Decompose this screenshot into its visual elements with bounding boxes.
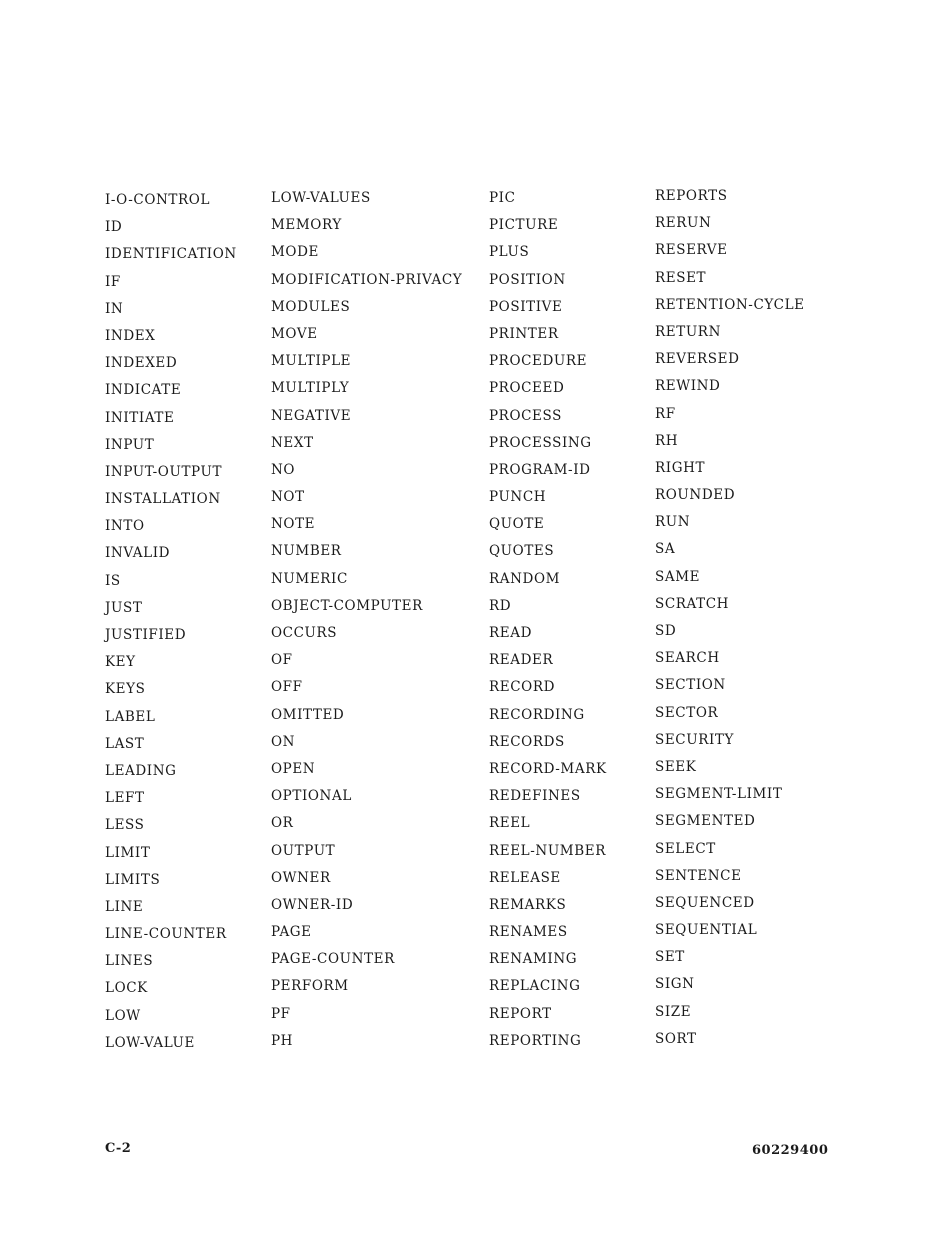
reserved-word: RIGHT [655,459,706,476]
reserved-word: SIZE [655,1003,692,1020]
reserved-word: LOW-VALUES [271,190,371,206]
reserved-word: PICTURE [489,217,559,234]
reserved-word: SEQUENTIAL [655,922,758,939]
reserved-word: LINE [105,898,144,915]
reserved-word: NUMERIC [271,570,348,587]
reserved-word: PUNCH [489,489,547,506]
reserved-word: PROCESS [489,407,562,424]
reserved-word: IN [105,300,124,317]
reserved-word: NOT [271,489,305,506]
reserved-word: QUOTES [489,543,555,560]
reserved-word: MEMORY [271,217,342,234]
reserved-word: NO [271,461,296,478]
reserved-word: LOW [105,1007,141,1024]
reserved-word: SA [655,541,676,558]
reserved-word: REEL-NUMBER [489,842,606,859]
reserved-word: PROGRAM-ID [489,461,591,478]
reserved-word: SENTENCE [655,867,742,884]
reserved-word: PAGE [271,924,312,941]
reserved-word: RESET [655,269,707,286]
reserved-word: PROCEED [489,380,565,397]
reserved-word: PROCESSING [489,434,592,451]
reserved-word: LIMIT [105,844,151,861]
reserved-word: QUOTE [489,516,545,533]
reserved-word: RECORDING [489,706,585,723]
document-number: 60229400 [752,1143,829,1158]
reserved-word: NUMBER [271,543,342,560]
reserved-word: INDEXED [105,355,178,372]
reserved-word: REPORT [489,1005,552,1022]
reserved-word: PERFORM [271,978,349,995]
reserved-word: OFF [271,679,303,696]
reserved-word: JUST [105,599,143,616]
reserved-word: SCRATCH [655,595,730,612]
reserved-word: LIMITS [105,871,161,888]
reserved-word: JUSTIFIED [105,627,187,643]
reserved-word: RERUN [655,215,712,232]
reserved-word: READ [489,625,532,641]
reserved-word: INDICATE [105,382,182,399]
reserved-word: PRINTER [489,325,559,342]
reserved-word: SEQUENCED [655,894,755,911]
reserved-word: MODULES [271,298,351,315]
reserved-word: NEXT [271,434,314,451]
reserved-word: IS [105,572,121,589]
reserved-word: SECTION [655,677,726,694]
reserved-word: ROUNDED [655,487,736,504]
reserved-word: MULTIPLY [271,380,350,397]
reserved-word: SAME [655,568,701,585]
reserved-word: INPUT [105,436,155,453]
reserved-word: NEGATIVE [271,407,352,424]
reserved-word: SET [655,949,685,966]
reserved-word: LEFT [105,790,145,807]
reserved-word: LOCK [105,980,148,997]
reserved-word: RECORD-MARK [489,760,607,777]
reserved-word: RENAMING [489,951,578,968]
reserved-words-column-2 [271,185,462,1055]
reserved-word: KEY [105,654,136,671]
reserved-word: PROCEDURE [489,353,588,370]
reserved-word: MULTIPLE [271,353,352,370]
reserved-word: IDENTIFICATION [105,246,237,263]
reserved-word: REPORTS [655,188,728,204]
reserved-word: INDEX [105,327,156,344]
reserved-word: REDEFINES [489,788,581,805]
reserved-word: SEEK [655,758,697,775]
reserved-word: RUN [655,514,691,531]
reserved-word: SEGMENT-LIMIT [655,786,783,803]
reserved-word: REPORTING [489,1032,582,1049]
reserved-word: RECORDS [489,733,565,750]
reserved-word: INVALID [105,545,171,562]
reserved-word: I-O-CONTROL [105,192,211,208]
reserved-word: OBJECT-COMPUTER [271,597,423,614]
reserved-word: NOTE [271,516,316,533]
reserved-word: OR [271,815,294,832]
reserved-word: LEADING [105,762,177,779]
page-number: C-2 [105,1141,132,1156]
reserved-word: LINES [105,953,154,970]
reserved-word: PH [271,1032,294,1049]
reserved-word: SEARCH [655,650,720,667]
reserved-word: READER [489,652,554,669]
reserved-word: REMARKS [489,896,567,913]
reserved-word: SEGMENTED [655,813,756,830]
reserved-word: OUTPUT [271,842,336,859]
reserved-words-column-4 [655,183,805,1053]
reserved-word: MODE [271,244,319,261]
reserved-word: LOW-VALUE [105,1034,195,1051]
reserved-word: PIC [489,190,516,206]
reserved-word: ON [271,733,296,750]
reserved-word: OWNER-ID [271,896,354,913]
reserved-word: SECURITY [655,731,735,748]
reserved-word: POSITIVE [489,298,563,315]
reserved-word: RELEASE [489,869,561,886]
reserved-word: OWNER [271,869,331,886]
reserved-word: POSITION [489,271,566,288]
reserved-word: SECTOR [655,704,719,721]
reserved-word: RETURN [655,323,721,340]
reserved-word: PAGE-COUNTER [271,951,395,968]
reserved-word: INSTALLATION [105,491,221,508]
reserved-word: ID [105,219,123,236]
reserved-word: OF [271,652,293,669]
reserved-word: LESS [105,817,145,834]
reserved-word: SELECT [655,840,716,857]
reserved-word: REVERSED [655,351,740,368]
reserved-word: IF [105,273,121,290]
reserved-word: REEL [489,815,531,832]
reserved-word: SORT [655,1030,697,1047]
reserved-word: OPEN [271,760,316,777]
reserved-word: SD [655,623,677,639]
reserved-word: OPTIONAL [271,788,352,805]
reserved-word: REPLACING [489,978,581,995]
reserved-word: REWIND [655,378,721,395]
reserved-word: RF [655,405,676,422]
reserved-word: MODIFICATION-PRIVACY [271,271,463,288]
reserved-word: RENAMES [489,924,568,941]
reserved-word: OMITTED [271,706,345,723]
reserved-word: MOVE [271,325,318,342]
reserved-word: PF [271,1005,291,1022]
reserved-word: RH [655,432,679,449]
reserved-word: KEYS [105,681,146,698]
reserved-word: INITIATE [105,409,175,426]
reserved-word: PLUS [489,244,530,261]
reserved-word: INPUT-OUTPUT [105,463,223,480]
reserved-word: LABEL [105,708,156,725]
reserved-words-column-1 [105,187,237,1057]
reserved-word: LINE-COUNTER [105,926,227,943]
reserved-word: SIGN [655,976,695,993]
reserved-word: LAST [105,735,145,752]
reserved-word: RESERVE [655,242,728,259]
reserved-word: RECORD [489,679,556,696]
reserved-word: INTO [105,518,145,535]
reserved-word: OCCURS [271,625,338,641]
reserved-word: RANDOM [489,570,561,587]
reserved-words-column-3 [489,185,607,1055]
reserved-word: RD [489,597,512,614]
reserved-word: RETENTION-CYCLE [655,296,805,313]
